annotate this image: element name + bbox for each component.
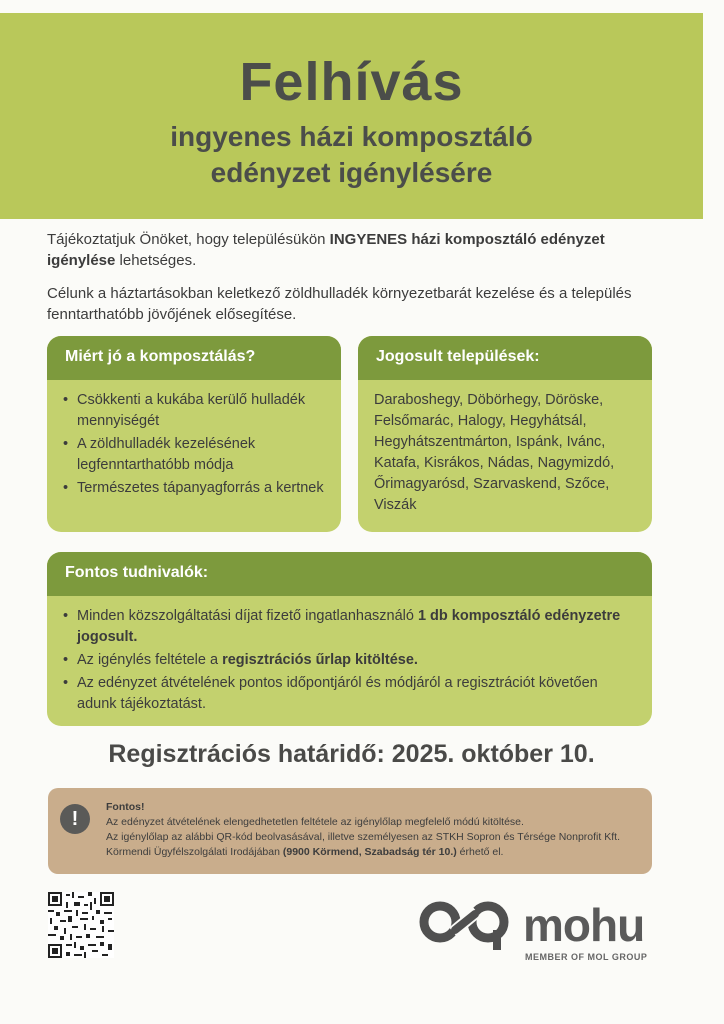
why-list: [63, 390, 325, 499]
intro-p1-text: Tájékoztatjuk Önöket, hogy településükön: [47, 231, 330, 248]
exclamation-icon: !: [60, 804, 90, 834]
info-box-body: [47, 596, 652, 726]
notice-line-2-end: érhető el.: [456, 846, 504, 858]
why-item-1: • Csökkenti a kukába kerülő hulladék mennyiségét: [63, 390, 325, 432]
notice-title: Fontos!: [106, 801, 145, 813]
eligible-settlements-box: [358, 336, 652, 532]
intro-p1-end: lehetséges.: [115, 252, 197, 269]
info-box-heading: Fontos tudnivalók:: [47, 552, 652, 596]
mohu-logo: [415, 896, 655, 966]
intro-paragraph-1: [47, 229, 647, 271]
eligible-box-heading: Jogosult települések:: [358, 336, 652, 380]
qr-code-icon[interactable]: [48, 892, 114, 958]
subtitle-line-2: edényzet igénylésére: [210, 157, 493, 188]
why-item-3: • Természetes tápanyagforrás a kertnek: [63, 478, 325, 499]
mohu-symbol-icon: [415, 900, 517, 954]
why-box-body: [47, 380, 341, 513]
why-item-2: • A zöldhulladék kezelésének legfenntarthatóbb módja: [63, 434, 325, 476]
info-item-2-text: Az igénylés feltétele a: [77, 652, 223, 668]
page-title: Felhívás: [239, 52, 464, 112]
important-info-box: [47, 552, 652, 726]
info-item-1-text: Minden közszolgáltatási díjat fizető ingatlanhasználó: [77, 608, 418, 624]
info-item-1-bold: 1 db komposztáló edényzetre jogosult.: [77, 608, 621, 645]
why-composting-box: [47, 336, 341, 532]
notice-line-1: Az edényzet átvételének elengedhetetlen feltétele az igénylőlap megfelelő módú kitöltése.: [106, 816, 524, 828]
notice-line-2: [106, 830, 640, 860]
info-item-2-bold: regisztrációs űrlap kitöltése.: [222, 652, 418, 668]
subtitle-line-1: ingyenes házi komposztáló: [170, 121, 533, 152]
info-list: [63, 606, 636, 715]
info-item-2: [63, 650, 636, 671]
eligible-settlements-list: Daraboshegy, Döbörhegy, Döröske, Felsőmarác, Halogy, Hegyhátsál, Hegyhátszentmárton, Ispánk, Ivánc, Katafa, Kisrákos, Nádas, Nagymizdó, Őrimagyarósd, Szarvaskend, Szőce, Viszák: [374, 392, 615, 513]
header-banner: [0, 13, 703, 219]
notice-line-2-text: Az igénylőlap az alábbi QR-kód beolvasásával, illetve személyesen az STKH Sopron és Térsége Nonprofit Kft. Körmendi Ügyfélszolgálati Irodájában: [106, 831, 620, 858]
notice-address: (9900 Körmend, Szabadság tér 10.): [282, 846, 457, 858]
logo-tagline: MEMBER OF MOL GROUP: [525, 952, 648, 962]
intro-paragraph-2: Célunk a háztartásokban keletkező zöldhulladék környezetbarát kezelése és a település fenntarthatóbb jövőjének elősegítése.: [47, 285, 632, 323]
intro-p1-bold: INGYENES házi komposztáló edényzet igénylése: [47, 231, 605, 269]
logo-wordmark: mohu: [523, 899, 645, 951]
info-item-1: [63, 606, 636, 648]
registration-deadline: Regisztrációs határidő: 2025. október 10.: [108, 740, 595, 768]
notice-box: [48, 788, 652, 874]
info-item-3: • Az edényzet átvételének pontos időpontjáról és módjáról a regisztrációt követően adunk tájékoztatást.: [63, 673, 636, 715]
why-box-heading: Miért jó a komposztálás?: [47, 336, 341, 380]
notice-text: [106, 800, 640, 860]
